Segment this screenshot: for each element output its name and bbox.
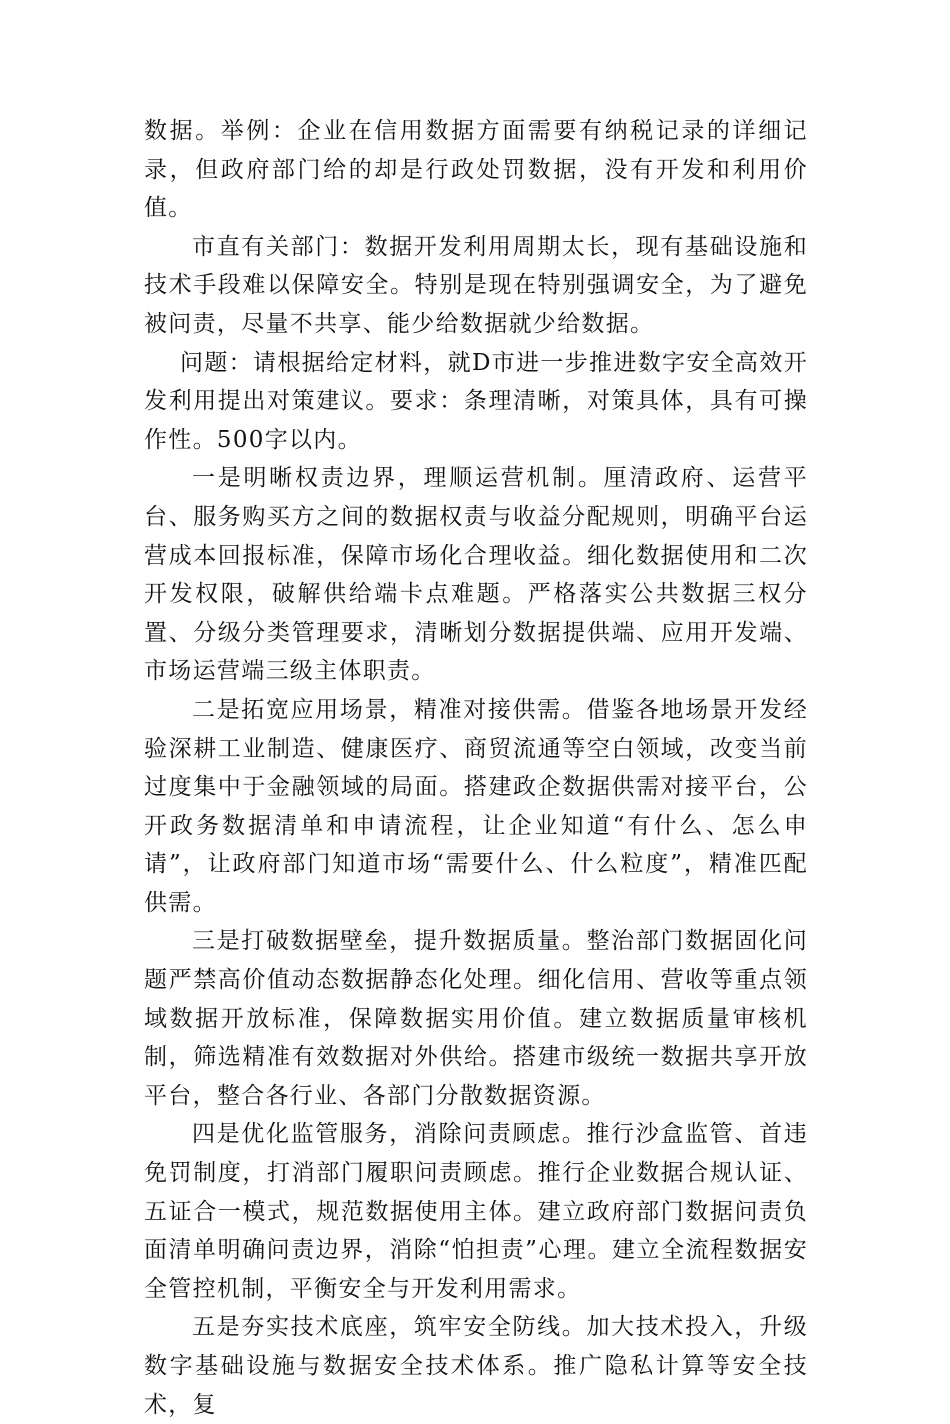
document-body bbox=[144, 112, 808, 1424]
paragraph-point-two: 二是拓宽应用场景，精准对接供需。借鉴各地场景开发经验深耕工业制造、健康医疗、商贸流通等空白领域，改变当前过度集中于金融领域的局面。搭建政企数据供需对接平台，公开政务数据清单和申请流程，让企业知道“有什么、怎么申请”，让政府部门知道市场“需要什么、什么粒度”，精准匹配供需。 bbox=[144, 696, 808, 916]
paragraph-department-feedback: 市直有关部门：数据开发利用周期太长，现有基础设施和技术手段难以保障安全。特别是现在特别强调安全，为了避免被问责，尽量不共享、能少给数据就少给数据。 bbox=[144, 233, 808, 337]
paragraph-continuation: 数据。举例：企业在信用数据方面需要有纳税记录的详细记录，但政府部门给的却是行政处罚数据，没有开发和利用价值。 bbox=[144, 118, 808, 222]
paragraph-point-four: 四是优化监管服务，消除问责顾虑。推行沙盒监管、首违免罚制度，打消部门履职问责顾虑。推行企业数据合规认证、五证合一模式，规范数据使用主体。建立政府部门数据问责负面清单明确问责边界，消除“怕担责”心理。建立全流程数据安全管控机制，平衡安全与开发利用需求。 bbox=[144, 1121, 808, 1302]
paragraph-point-five: 五是夯实技术底座，筑牢安全防线。加大技术投入，升级数字基础设施与数据安全技术体系。推广隐私计算等安全技术，复 bbox=[144, 1314, 808, 1418]
paragraph-point-three: 三是打破数据壁垒，提升数据质量。整治部门数据固化问题严禁高价值动态数据静态化处理。细化信用、营收等重点领域数据开放标准，保障数据实用价值。建立数据质量审核机制，筛选精准有效数据对外供给。搭建市级统一数据共享开放平台，整合各行业、各部门分散数据资源。 bbox=[144, 928, 808, 1109]
paragraph-question: 问题：请根据给定材料，就D市进一步推进数字安全高效开发利用提出对策建议。要求：条理清晰，对策具体，具有可操作性。500字以内。 bbox=[144, 349, 808, 453]
paragraph-point-one: 一是明晰权责边界，理顺运营机制。厘清政府、运营平台、服务购买方之间的数据权责与收益分配规则，明确平台运营成本回报标准，保障市场化合理收益。细化数据使用和二次开发权限，破解供给端卡点难题。严格落实公共数据三权分置、分级分类管理要求，清晰划分数据提供端、应用开发端、市场运营端三级主体职责。 bbox=[144, 465, 808, 685]
